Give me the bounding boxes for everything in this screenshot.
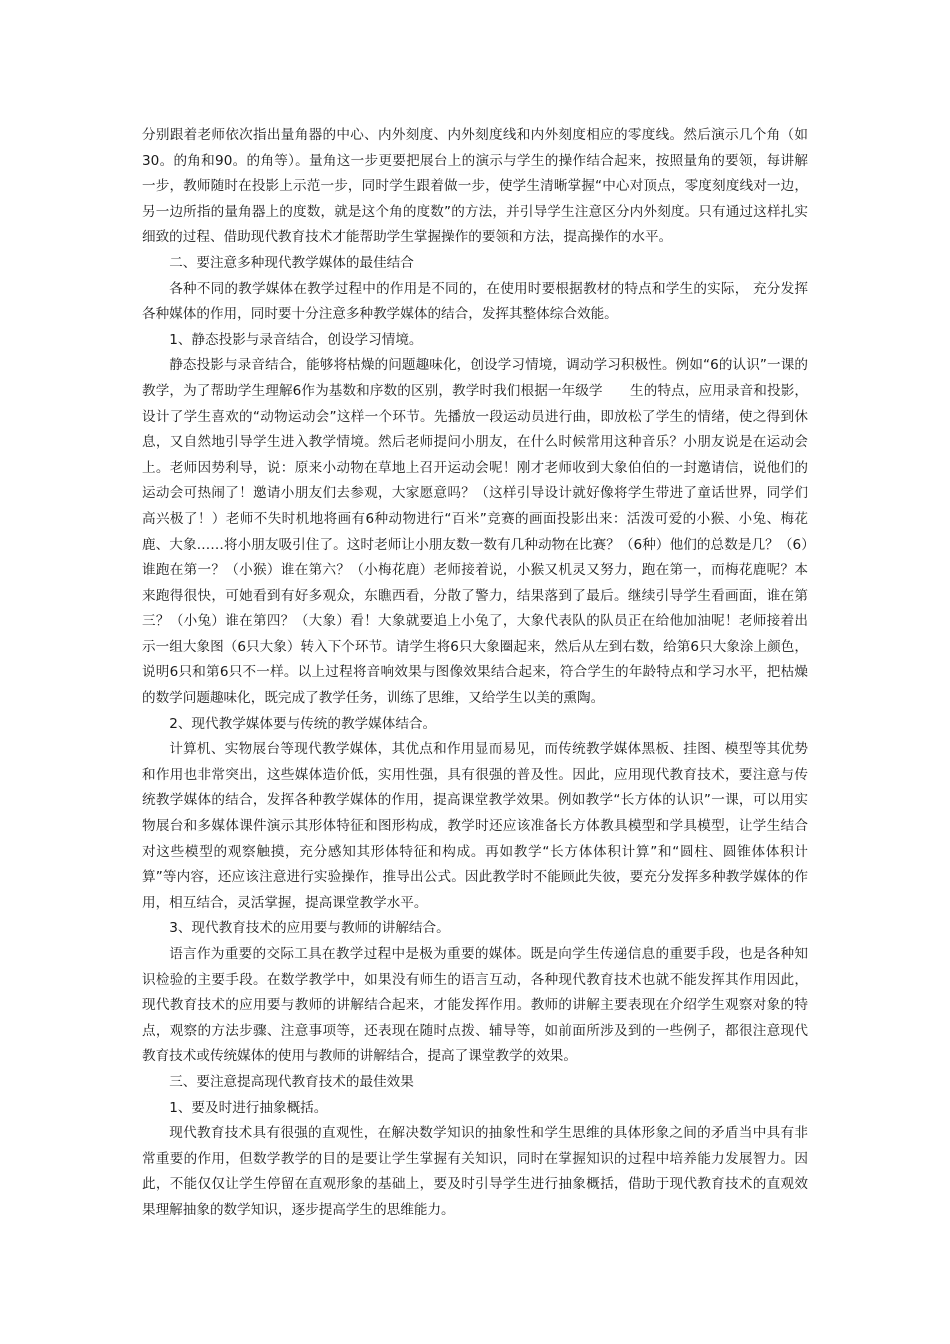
paragraph-protractor-steps: 分别跟着老师依次指出量角器的中心、内外刻度、内外刻度线和内外刻度相应的零度线。然后演示几个角（如30。的角和90。的角等）。量角这一步更要把展台上的演示与学生的操作结合起来，按照量角的要领，每讲解一步，教师随时在投影上示范一步，同时学生跟着做一步，使学生清晰掌握“中心对顶点，零度刻度线对一边，另一边所指的量角器上的度数，就是这个角的度数”的方法，并引导学生注意区分内外刻度。只有通过这样扎实细致的过程、借助现代教育技术才能帮助学生掌握操作的要领和方法，提高操作的水平。	[142, 127, 808, 246]
subheading-teacher-explanation: 3、现代教育技术的应用要与教师的讲解结合。	[169, 920, 450, 937]
section-heading-media-combination: 二、要注意多种现代教学媒体的最佳结合	[169, 254, 414, 271]
paragraph-abstraction: 现代教育技术具有很强的直观性，在解决数学知识的抽象性和学生思维的具体形象之间的矛盾当中具有非常重要的作用，但数学教学的目的是要让学生掌握有关知识，同时在掌握知识的过程中培养能力发展智力。因此，不能仅仅让学生停留在直观形象的基础上，要及时引导学生进行抽象概括，借助于现代教育技术的直观效果理解抽象的数学知识，逐步提高学生的思维能力。	[142, 1125, 808, 1218]
section-heading-best-effect: 三、要注意提高现代教育技术的最佳效果	[169, 1073, 414, 1090]
paragraph-projection-audio-example: 静态投影与录音结合，能够将枯燥的问题趣味化，创设学习情境，调动学习积极性。例如“6的认识”一课的教学，为了帮助学生理解6作为基数和序数的区别，教学时我们根据一年级学 生的特点，应用录音和投影，设计了学生喜欢的“动物运动会”这样一个环节。先播放一段运动员进行曲，即放松了学生的情绪，使之得到休息，又自然地引导学生进入教学情境。然后老师提问小朋友，在什么时候常用这种音乐？小朋友说是在运动会上。老师因势利导，说：原来小动物在草地上召开运动会呢！刚才老师收到大象伯伯的一封邀请信，说他们的运动会可热闹了！邀请小朋友们去参观，大家愿意吗？（这样引导设计就好像将学生带进了童话世界，同学们高兴极了！）老师不失时机地将画有6种动物进行“百米”竞赛的画面投影出来：活泼可爱的小猴、小兔、梅花鹿、大象……将小朋友吸引住了。这时老师让小朋友数一数有几种动物在比赛？（6种）他们的总数是几？（6）谁跑在第一？（小猴）谁在第六？（小梅花鹿）老师接着说，小猴又机灵又努力，跑在第一，而梅花鹿呢？本来跑得很快，可她看到有好多观众，东瞧西看，分散了警力，结果落到了最后。继续引导学生看画面，谁在第三？（小兔）谁在第四？（大象）看！大象就要追上小兔了，大象代表队的队员正在给他加油呢！老师接着出示一组大象图（6只大象）转入下个环节。请学生将6只大象圈起来，然后从左到右数，给第6只大象涂上颜色，说明6只和第6只不一样。以上过程将音响效果与图像效果结合起来，符合学生的年龄特点和学习水平，把枯燥的数学问题趣味化，既完成了教学任务，训练了思维，又给学生以美的熏陶。	[142, 357, 808, 707]
subheading-projection-audio: 1、静态投影与录音结合，创设学习情境。	[169, 331, 423, 348]
paragraph-modern-traditional: 计算机、实物展台等现代教学媒体，其优点和作用显而易见，而传统教学媒体黑板、挂图、模型等其优势和作用也非常突出，这些媒体造价低，实用性强，具有很强的普及性。因此，应用现代教育技术，要注意与传统教学媒体的结合，发挥各种教学媒体的作用，提高课堂教学效果。例如教学“长方体的认识”一课，可以用实物展台和多媒体课件演示其形体特征和图形构成，教学时还应该准备长方体教具模型和学具模型，让学生结合对这些模型的观察触摸，充分感知其形体特征和构成。再如教学“长方体体积计算”和“圆柱、圆锥体体积计算”等内容，还应该注意进行实验操作，推导出公式。因此教学时不能顾此失彼，要充分发挥多种教学媒体的作用，相互结合，灵活掌握，提高课堂教学水平。	[142, 741, 808, 911]
paragraph-media-roles: 各种不同的教学媒体在教学过程中的作用是不同的，在使用时要根据教材的特点和学生的实际， 充分发挥各种媒体的作用，同时要十分注意多种教学媒体的结合，发挥其整体综合效能。	[142, 280, 808, 323]
paragraph-teacher-explanation: 语言作为重要的交际工具在教学过程中是极为重要的媒体。既是向学生传递信息的重要手段，也是各种知识检验的主要手段。在数学教学中，如果没有师生的语言互动，各种现代教育技术也就不能发挥其作用因此，现代教育技术的应用要与教师的讲解结合起来，才能发挥作用。教师的讲解主要表现在介绍学生观察对象的特点，观察的方法步骤、注意事项等，还表现在随时点拨、辅导等，如前面所涉及到的一些例子，都很注意现代教育技术或传统媒体的使用与教师的讲解结合，提高了课堂教学的效果。	[142, 946, 808, 1065]
document-page	[142, 123, 808, 1224]
subheading-abstraction: 1、要及时进行抽象概括。	[169, 1099, 328, 1116]
subheading-modern-traditional: 2、现代教学媒体要与传统的教学媒体结合。	[169, 715, 437, 732]
